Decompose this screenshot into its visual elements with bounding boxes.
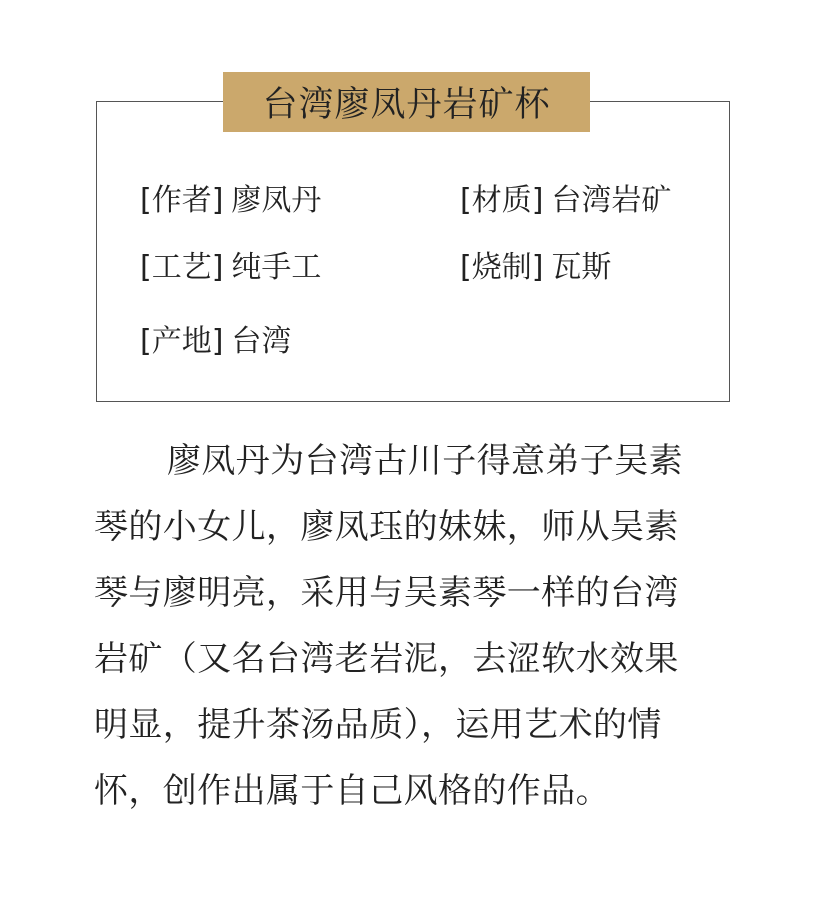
- product-title: 台湾廖凤丹岩矿杯: [223, 72, 590, 132]
- product-description: 廖凤丹为台湾古川子得意弟子吴素琴的小女儿，廖凤珏的妹妹，师从吴素琴与廖明亮，采用与吴素琴一样的台湾岩矿（又名台湾老岩泥，去涩软水效果明显，提升茶汤品质），运用艺术的情怀，创作出属于自己风格的作品。: [94, 441, 683, 811]
- spec-firing: [460, 250, 611, 286]
- spec-origin: [140, 324, 291, 360]
- spec-value: 台湾岩矿: [551, 183, 672, 218]
- spec-craft: [140, 250, 321, 286]
- spec-value: 廖凤丹: [231, 183, 322, 218]
- spec-material: [460, 183, 671, 219]
- spec-label: [产地]: [140, 324, 224, 359]
- spec-value: 台湾: [231, 324, 292, 359]
- spec-label: [烧制]: [460, 250, 544, 285]
- spec-author: [140, 183, 321, 219]
- spec-label: [作者]: [140, 183, 224, 218]
- spec-value: 纯手工: [231, 250, 322, 285]
- spec-value: 瓦斯: [551, 250, 612, 285]
- spec-label: [材质]: [460, 183, 544, 218]
- spec-label: [工艺]: [140, 250, 224, 285]
